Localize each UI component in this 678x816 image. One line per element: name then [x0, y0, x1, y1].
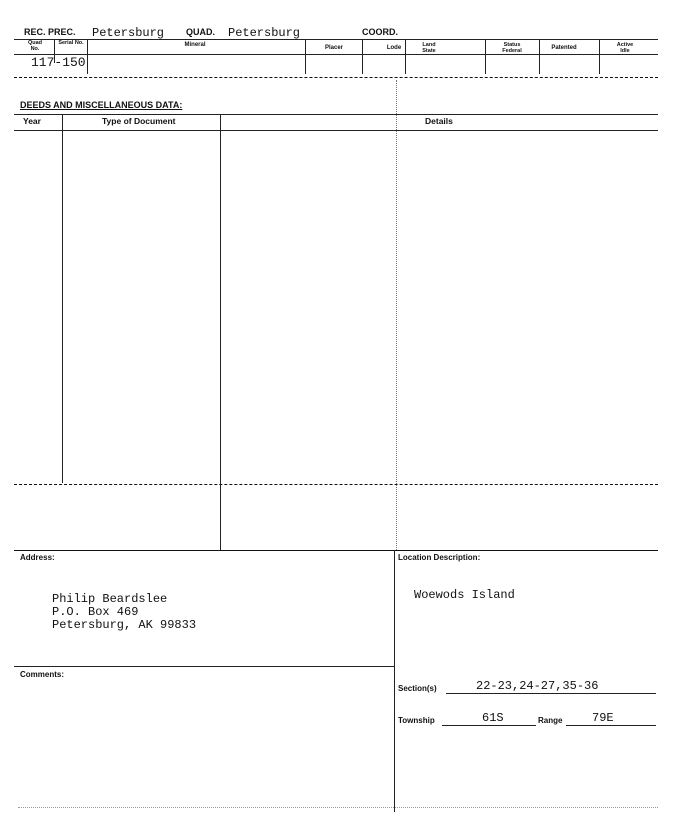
col-sep: [87, 40, 88, 74]
address-line-2: P.O. Box 469: [52, 605, 139, 619]
col-sep: [539, 40, 540, 74]
col-sep: [54, 40, 55, 63]
active-idle-header: Active Idle: [616, 42, 634, 54]
details-header: Details: [425, 116, 453, 126]
deeds-bottom-rule: [14, 550, 658, 551]
placer-header: Placer: [324, 45, 343, 51]
range-value: 79E: [592, 711, 614, 725]
section-underline: [446, 693, 656, 694]
location-description-label: Location Description:: [398, 553, 481, 562]
comments-label: Comments:: [20, 670, 65, 679]
rec-prec-value: Petersburg: [92, 26, 165, 40]
type-of-document-header: Type of Document: [102, 116, 176, 126]
column-header-rule: [14, 54, 658, 55]
col-sep: [362, 40, 363, 74]
lode-header: Lode: [386, 45, 402, 51]
deeds-header-rule: [14, 130, 658, 131]
coord-label: COORD.: [362, 27, 398, 37]
location-description-value: Woewods Island: [414, 588, 515, 602]
scan-noise: [18, 807, 658, 808]
col-sep: [599, 40, 600, 74]
township-underline: [442, 725, 536, 726]
quad-value: Petersburg: [228, 26, 301, 40]
col-sep: [305, 40, 306, 74]
quad-no-header: Quad No.: [27, 40, 43, 52]
section-label: Section(s): [398, 684, 437, 693]
address-line-1: Philip Beardslee: [52, 592, 168, 606]
year-col-sep: [62, 114, 63, 483]
center-dotted-guide: [396, 80, 397, 550]
land-state-header: Land State: [422, 42, 436, 54]
address-line-3: Petersburg, AK 99833: [52, 618, 197, 632]
deeds-dashed-rule: [14, 484, 658, 485]
deeds-title: DEEDS AND MISCELLANEOUS DATA:: [20, 100, 183, 110]
quad-label: QUAD.: [186, 27, 215, 37]
header-rule: [14, 39, 658, 40]
range-label: Range: [538, 716, 563, 725]
year-header: Year: [23, 116, 41, 126]
middle-divider: [394, 550, 395, 812]
header-dashed-rule: [14, 77, 658, 78]
quad-serial-value: 117-150: [31, 55, 86, 70]
rec-prec-label: REC. PREC.: [24, 27, 76, 37]
mineral-header: Mineral: [184, 42, 206, 48]
patented-header: Patented: [551, 45, 577, 51]
address-label: Address:: [20, 553, 55, 562]
address-bottom-rule: [14, 666, 394, 667]
col-sep: [485, 40, 486, 74]
serial-no-header: Serial No.: [58, 40, 84, 46]
township-value: 61S: [482, 711, 504, 725]
status-federal-header: Status Federal: [502, 42, 522, 54]
col-sep: [405, 40, 406, 74]
range-underline: [566, 725, 656, 726]
township-label: Township: [398, 716, 435, 725]
deeds-top-rule: [14, 114, 658, 115]
section-value: 22-23,24-27,35-36: [476, 679, 599, 693]
